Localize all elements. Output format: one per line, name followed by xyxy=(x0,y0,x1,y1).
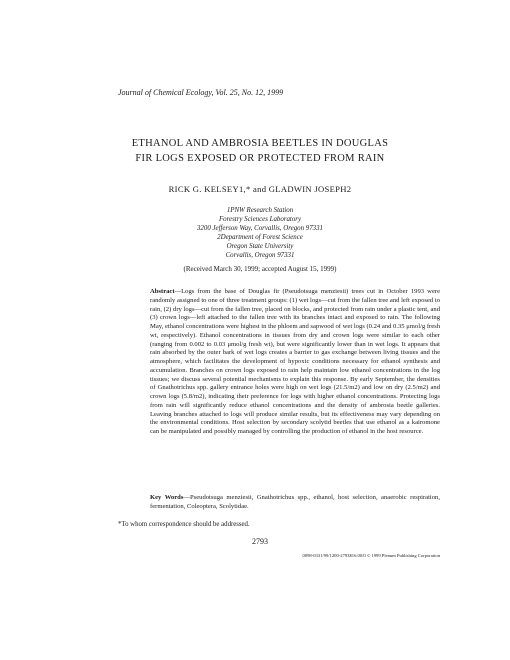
title-line-1: ETHANOL AND AMBROSIA BEETLES IN DOUGLAS xyxy=(131,138,389,149)
key-words-label: Key Words xyxy=(150,494,184,501)
affiliation-line: 3200 Jefferson Way, Corvallis, Oregon 97331 xyxy=(196,225,323,232)
received-dates: (Received March 30, 1999; accepted August 15, 1999) xyxy=(183,265,337,273)
affiliation-line: Corvallis, Oregon 97331 xyxy=(225,252,295,259)
affiliation-line: 1PNW Research Station xyxy=(226,207,294,214)
abstract-label: Abstract xyxy=(150,288,175,295)
affiliations xyxy=(130,206,390,260)
affiliation-line: Oregon State University xyxy=(226,243,294,250)
correspondence-footnote: *To whom correspondence should be addressed. xyxy=(118,521,250,528)
affiliation-line: Forestry Sciences Laboratory xyxy=(218,216,302,223)
title-line-2: FIR LOGS EXPOSED OR PROTECTED FROM RAIN xyxy=(135,153,385,164)
journal-citation: Journal of Chemical Ecology, Vol. 25, No. 12, 1999 xyxy=(118,88,284,97)
paper-title xyxy=(80,136,440,166)
abstract-paragraph xyxy=(150,288,440,437)
author-list: RICK G. KELSEY1,* and GLADWIN JOSEPH2 xyxy=(168,184,352,194)
abstract-text: —Logs from the base of Douglas fir (Pseudotsuga menziesii) trees cut in October 1993 were randomly assigned to one of three treatment groups: (1) wet logs—cut from the fallen tree and left exposed to rain, (2) dry logs—cut from the fallen tree, placed on blocks, and protected from rain under a plastic tent, and (3) crown logs—left attached to the fallen tree with its branches intact and exposed to rain. The following May, ethanol concentrations were highest in the phloem and sapwood of wet logs (0.24 and 0.35 μmol/g fresh wt, respectively). Ethanol concentrations in tissues from dry and crown logs were similar to each other (ranging from 0.002 to 0.03 μmol/g fresh wt), but were significantly lower than in wet logs. It appears that rain absorbed by the outer bark of wet logs creates a barrier to gas exchange between living tissues and the atmosphere, which facilitates the development of hypoxic conditions necessary for ethanol synthesis and accumulation. Branches on crown logs exposed to rain help maintain low ethanol concentrations in the log tissues; we discuss several potential mechanisms to explain this response. By early September, the densities of Gnathotrichus spp. gallery entrance holes were high on wet logs (21.5/m2) and low on dry (2.5/m2) and crown logs (5.8/m2), indicating their preference for logs with higher ethanol concentrations. Protecting logs from rain will significantly reduce ethanol concentrations and the density of ambrosia beetle galleries. Leaving branches attached to logs will produce similar results, but its effectiveness may vary depending on the environmental conditions. Host selection by secondary scolytid beetles that use ethanol as a kairomone can be manipulated and possibly managed by controlling the production of ethanol in the host resource. xyxy=(150,288,440,435)
page-number: 2793 xyxy=(252,537,268,546)
key-words-paragraph xyxy=(150,494,440,512)
affiliation-line: 2Department of Forest Science xyxy=(217,234,303,241)
copyright-line: 0098-0331/99/1200-2793$16.00/0 © 1999 Plenum Publishing Corporation xyxy=(302,553,440,558)
key-words-text: —Pseudotsuga menziesii, Gnathotrichus spp., ethanol, host selection, anaerobic respiration, fermentation, Coleoptera, Scolytidae. xyxy=(150,494,440,510)
